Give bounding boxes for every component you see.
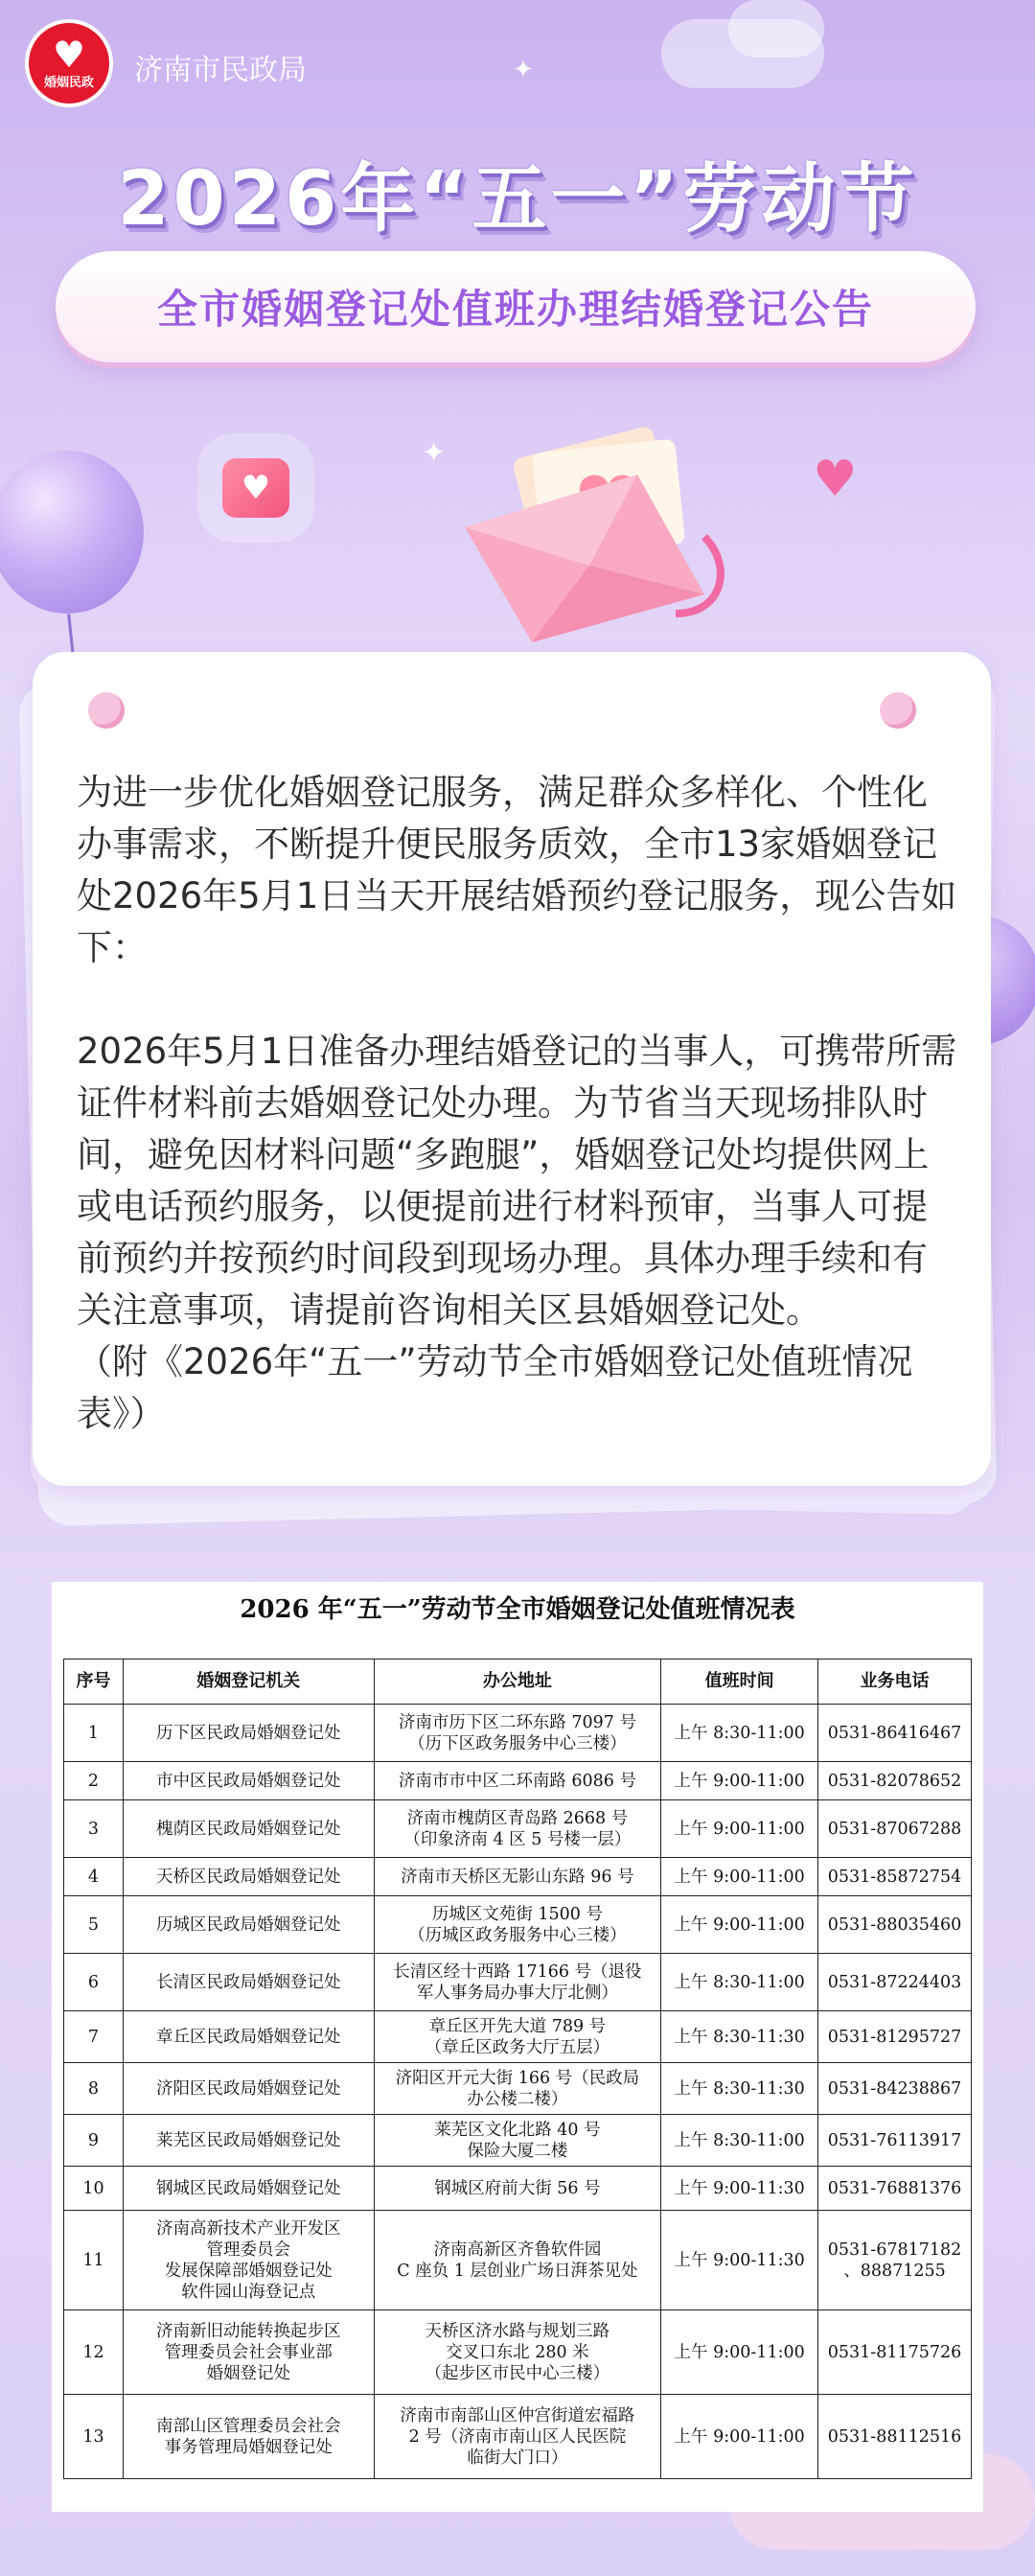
- cell-no: 6: [64, 1954, 124, 2011]
- notice-body: [77, 767, 958, 1440]
- table-row: [64, 1954, 972, 2011]
- header-office: 婚姻登记机关: [123, 1659, 374, 1705]
- cell-office: 济南新旧动能转换起步区 管理委员会社会事业部 婚姻登记处: [123, 2310, 374, 2395]
- cell-no: 8: [64, 2063, 124, 2115]
- sparkle-icon: ✦: [422, 436, 447, 470]
- cell-address: 济阳区开元大街 166 号（民政局 办公楼二楼）: [374, 2063, 661, 2115]
- cell-no: 3: [64, 1800, 124, 1858]
- page-title: 2026年“五一”劳动节: [117, 156, 918, 243]
- cell-address: 济南高新区齐鲁软件园 C 座负 1 层创业广场日湃茶见处: [374, 2211, 661, 2310]
- cell-hours: 上午 9:00-11:00: [661, 1896, 818, 1954]
- table-row: [64, 2167, 972, 2211]
- table-row: [64, 1896, 972, 1954]
- table-row: [64, 2310, 972, 2395]
- cell-no: 4: [64, 1858, 124, 1896]
- cell-office: 济南高新技术产业开发区 管理委员会 发展保障部婚姻登记处 软件园山海登记点: [123, 2211, 374, 2310]
- cell-address: 济南市槐荫区青岛路 2668 号 （印象济南 4 区 5 号楼一层）: [374, 1800, 661, 1858]
- card-pin: [88, 692, 125, 729]
- duty-table-panel: [52, 1582, 983, 2512]
- cell-phone: 0531-86416467: [818, 1705, 972, 1762]
- header-address: 办公地址: [374, 1659, 661, 1705]
- cell-office: 章丘区民政局婚姻登记处: [123, 2011, 374, 2063]
- cell-hours: 上午 9:00-11:00: [661, 1858, 818, 1896]
- cell-office: 天桥区民政局婚姻登记处: [123, 1858, 374, 1896]
- cell-address: 长清区经十西路 17166 号（退役 军人事务局办事大厅北侧）: [374, 1954, 661, 2011]
- cell-address: 钢城区府前大街 56 号: [374, 2167, 661, 2211]
- cell-hours: 上午 9:00-11:30: [661, 2211, 818, 2310]
- cell-phone: 0531-84238867: [818, 2063, 972, 2115]
- envelope-illustration: [446, 422, 733, 642]
- cell-office: 槐荫区民政局婚姻登记处: [123, 1800, 374, 1858]
- cell-hours: 上午 9:00-11:00: [661, 1800, 818, 1858]
- cell-office: 南部山区管理委员会社会 事务管理局婚姻登记处: [123, 2395, 374, 2479]
- cell-hours: 上午 8:30-11:00: [661, 2115, 818, 2167]
- table-row: [64, 2063, 972, 2115]
- cell-phone: 0531-76113917: [818, 2115, 972, 2167]
- cell-hours: 上午 9:00-11:30: [661, 2167, 818, 2211]
- cell-hours: 上午 8:30-11:00: [661, 1954, 818, 2011]
- cell-hours: 上午 8:30-11:30: [661, 2011, 818, 2063]
- notice-paragraph: 2026年5月1日准备办理结婚登记的当事人，可携带所需证件材料前去婚姻登记处办理。为节省当天现场排队时间，避免因材料问题“多跑腿”，婚姻登记处均提供网上或电话预约服务，以便提前进行材料预审，当事人可提前预约并按预约时间段到现场办理。具体办理手续和有关注意事项，请提前咨询相关区县婚姻登记处。: [77, 1031, 957, 1331]
- notice-paragraph: 为进一步优化婚姻登记服务，满足群众多样化、个性化办事需求，不断提升便民服务质效，全市13家婚姻登记处2026年5月1日当天开展结婚预约登记服务，现公告如下：: [77, 772, 957, 968]
- cell-no: 13: [64, 2395, 124, 2479]
- table-row: [64, 2115, 972, 2167]
- cell-no: 10: [64, 2167, 124, 2211]
- cell-hours: 上午 9:00-11:00: [661, 1762, 818, 1800]
- cell-hours: 上午 9:00-11:00: [661, 2310, 818, 2395]
- heart-chat-icon: ♥: [222, 458, 289, 518]
- table-title: 2026 年“五一”劳动节全市婚姻登记处值班情况表: [240, 1595, 795, 1624]
- subtitle-banner: [56, 251, 976, 362]
- cell-no: 11: [64, 2211, 124, 2310]
- cell-office: 莱芜区民政局婚姻登记处: [123, 2115, 374, 2167]
- cell-hours: 上午 8:30-11:30: [661, 2063, 818, 2115]
- cell-no: 1: [64, 1705, 124, 1762]
- cell-address: 济南市市中区二环南路 6086 号: [374, 1762, 661, 1800]
- sparkle-icon: ✦: [513, 56, 534, 84]
- heart-icon: ♥: [813, 451, 858, 508]
- cell-office: 历城区民政局婚姻登记处: [123, 1896, 374, 1954]
- table-row: [64, 1762, 972, 1800]
- table-row: [64, 1705, 972, 1762]
- notice-attachment-note: （附《2026年“五一”劳动节全市婚姻登记处值班情况表》）: [77, 1341, 913, 1434]
- table-row: [64, 2211, 972, 2310]
- table-header-row: [64, 1659, 972, 1705]
- cell-address: 天桥区济水路与规划三路 交叉口东北 280 米 （起步区市民中心三楼）: [374, 2310, 661, 2395]
- cell-address: 莱芜区文化北路 40 号 保险大厦二楼: [374, 2115, 661, 2167]
- cell-address: 章丘区开先大道 789 号 （章丘区政务大厅五层）: [374, 2011, 661, 2063]
- cell-office: 历下区民政局婚姻登记处: [123, 1705, 374, 1762]
- card-pin: [880, 692, 916, 729]
- cell-no: 5: [64, 1896, 124, 1954]
- header-no: 序号: [64, 1659, 124, 1705]
- header-bar: [0, 0, 1035, 134]
- cell-office: 济阳区民政局婚姻登记处: [123, 2063, 374, 2115]
- cell-office: 市中区民政局婚姻登记处: [123, 1762, 374, 1800]
- cell-phone: 0531-87224403: [818, 1954, 972, 2011]
- cell-phone: 0531-88112516: [818, 2395, 972, 2479]
- cell-phone: 0531-67817182 、88871255: [818, 2211, 972, 2310]
- cell-phone: 0531-88035460: [818, 1896, 972, 1954]
- agency-name: 济南市民政局: [134, 54, 307, 87]
- cell-hours: 上午 8:30-11:00: [661, 1705, 818, 1762]
- cell-phone: 0531-87067288: [818, 1800, 972, 1858]
- table-row: [64, 2011, 972, 2063]
- cell-office: 长清区民政局婚姻登记处: [123, 1954, 374, 2011]
- header-hours: 值班时间: [661, 1659, 818, 1705]
- balloon-left: [0, 451, 144, 614]
- cell-address: 济南市南部山区仲宫街道宏福路 2 号（济南市南山区人民医院 临街大门口）: [374, 2395, 661, 2479]
- cell-office: 钢城区民政局婚姻登记处: [123, 2167, 374, 2211]
- heart-icon: ♥: [52, 33, 86, 76]
- cell-phone: 0531-81295727: [818, 2011, 972, 2063]
- cell-no: 2: [64, 1762, 124, 1800]
- logo-text: 婚姻民政: [43, 75, 94, 90]
- cell-phone: 0531-82078652: [818, 1762, 972, 1800]
- cell-no: 9: [64, 2115, 124, 2167]
- cell-address: 济南市天桥区无影山东路 96 号: [374, 1858, 661, 1896]
- subtitle: 全市婚姻登记处值班办理结婚登记公告: [156, 286, 874, 333]
- cell-phone: 0531-81175726: [818, 2310, 972, 2395]
- cell-no: 12: [64, 2310, 124, 2395]
- cell-hours: 上午 9:00-11:00: [661, 2395, 818, 2479]
- header-phone: 业务电话: [818, 1659, 972, 1705]
- table-row: [64, 1800, 972, 1858]
- logo: [25, 19, 113, 107]
- cell-address: 历城区文苑街 1500 号 （历城区政务服务中心三楼）: [374, 1896, 661, 1954]
- duty-table: [63, 1659, 972, 2479]
- table-row: [64, 1858, 972, 1896]
- cell-phone: 0531-85872754: [818, 1858, 972, 1896]
- table-row: [64, 2395, 972, 2479]
- cell-phone: 0531-76881376: [818, 2167, 972, 2211]
- cell-no: 7: [64, 2011, 124, 2063]
- cell-address: 济南市历下区二环东路 7097 号 （历下区政务服务中心三楼）: [374, 1705, 661, 1762]
